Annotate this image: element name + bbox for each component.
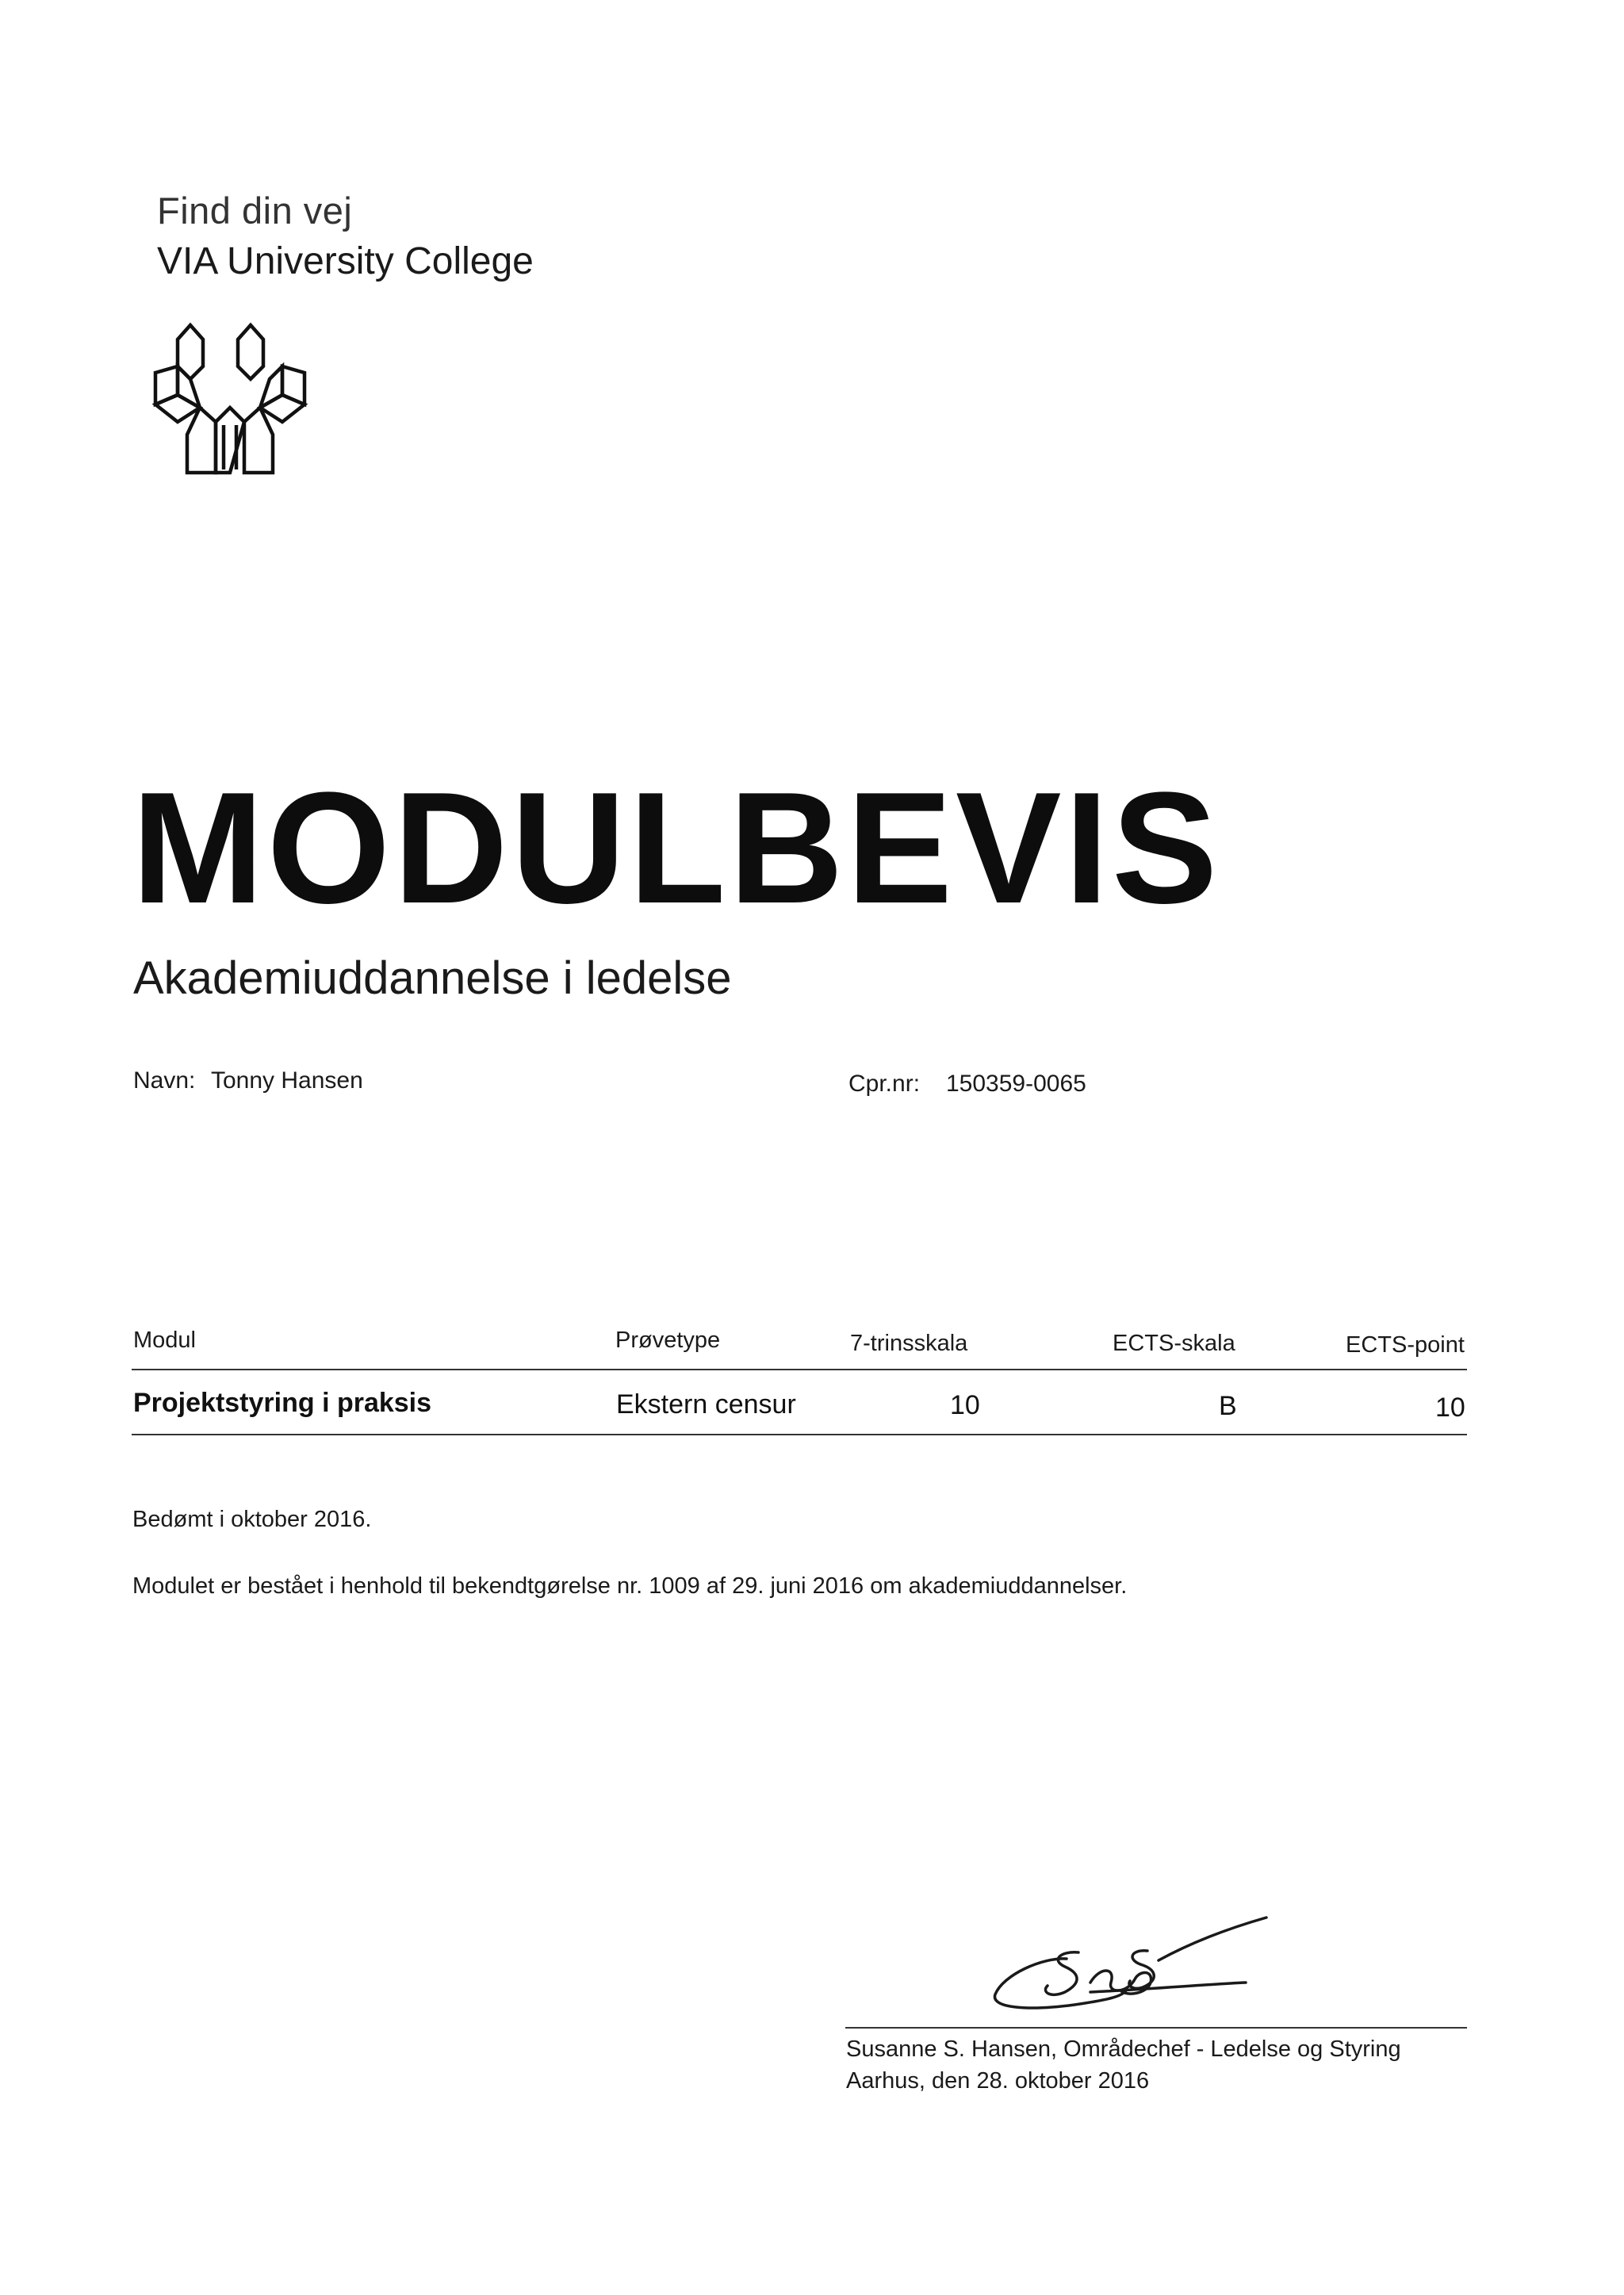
column-header-ects-point: ECTS-point (1346, 1332, 1465, 1358)
ects-points: 10 (1435, 1393, 1465, 1423)
student-name: Tonny Hansen (211, 1067, 363, 1094)
cpr-number: 150359-0065 (946, 1071, 1086, 1097)
grade-ects-scale: B (1219, 1391, 1237, 1421)
institution-name: VIA University College (157, 240, 534, 282)
document-subtitle: Akademiuddannelse i ledelse (133, 952, 732, 1004)
cpr-label: Cpr.nr: (848, 1071, 921, 1097)
column-header-7-trinsskala: 7-trinsskala (850, 1331, 968, 1356)
signatory-name: Susanne S. Hansen, Områdechef - Ledelse og Styring (846, 2036, 1401, 2062)
signature-line (845, 2027, 1467, 2029)
assessed-text: Bedømt i oktober 2016. (132, 1507, 372, 1532)
via-logo (151, 319, 309, 477)
document-title: MODULBEVIS (132, 760, 1221, 937)
module-name: Projektstyring i praksis (133, 1388, 432, 1418)
name-label: Navn: (133, 1067, 196, 1094)
table-bottom-rule (132, 1434, 1467, 1435)
column-header-modul: Modul (133, 1328, 196, 1353)
tagline: Find din vej (157, 190, 353, 232)
exam-type: Ekstern censur (616, 1389, 796, 1420)
column-header-proevetype: Prøvetype (615, 1328, 721, 1353)
table-header-rule (132, 1369, 1467, 1370)
grade-7-scale: 10 (950, 1390, 980, 1420)
place-and-date: Aarhus, den 28. oktober 2016 (846, 2068, 1150, 2094)
column-header-ects-skala: ECTS-skala (1113, 1331, 1235, 1356)
passed-text: Modulet er bestået i henhold til bekendtgørelse nr. 1009 af 29. juni 2016 om akademiuddannelser. (132, 1573, 1128, 1599)
handwritten-signature (971, 1903, 1289, 2022)
